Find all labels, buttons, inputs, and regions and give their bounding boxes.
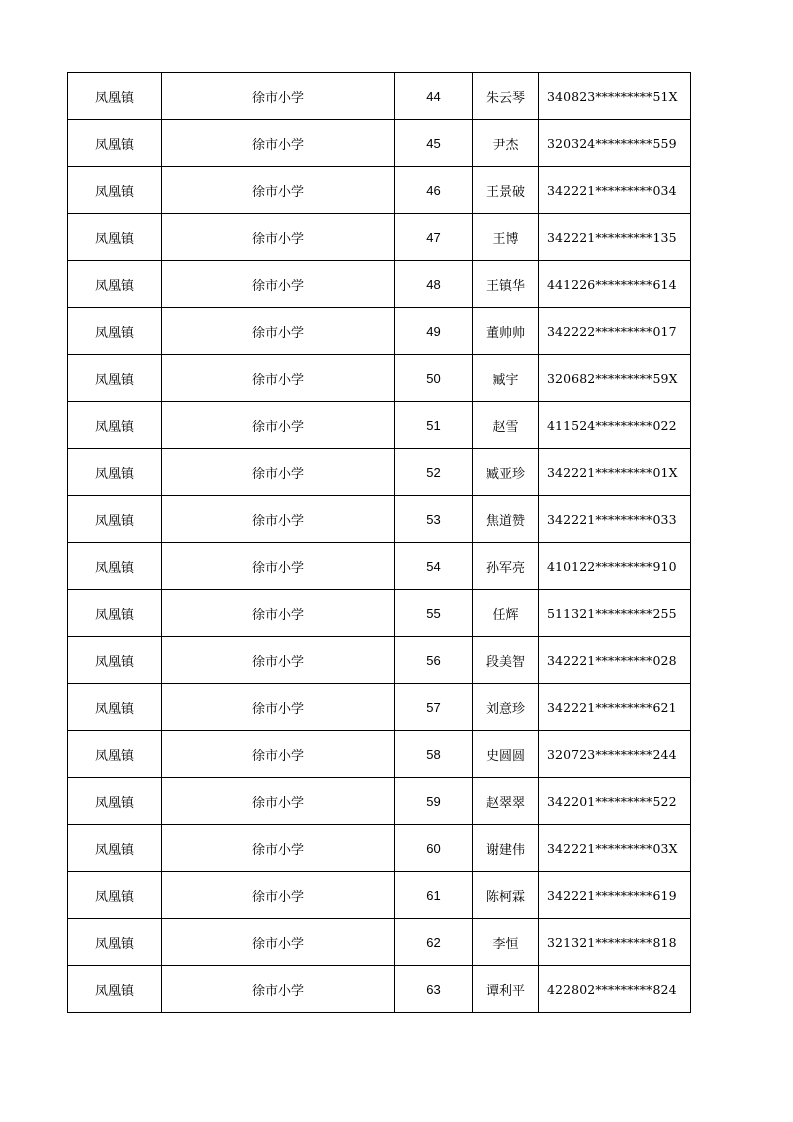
school-cell: 徐市小学 [162, 966, 395, 1013]
town-cell: 凤凰镇 [68, 684, 162, 731]
number-cell: 53 [395, 496, 473, 543]
name-cell: 任辉 [473, 590, 539, 637]
town-cell: 凤凰镇 [68, 919, 162, 966]
school-cell: 徐市小学 [162, 684, 395, 731]
name-cell: 朱云琴 [473, 73, 539, 120]
school-cell: 徐市小学 [162, 590, 395, 637]
name-cell: 臧宇 [473, 355, 539, 402]
number-cell: 60 [395, 825, 473, 872]
id-number-cell: 342221*********619 [539, 872, 691, 919]
town-cell: 凤凰镇 [68, 543, 162, 590]
table-row [68, 167, 691, 214]
town-cell: 凤凰镇 [68, 355, 162, 402]
town-cell: 凤凰镇 [68, 167, 162, 214]
name-cell: 谭利平 [473, 966, 539, 1013]
id-number-cell: 320324*********559 [539, 120, 691, 167]
number-cell: 54 [395, 543, 473, 590]
table-row [68, 919, 691, 966]
id-number-cell: 342221*********03X [539, 825, 691, 872]
school-cell: 徐市小学 [162, 402, 395, 449]
name-cell: 赵翠翠 [473, 778, 539, 825]
table-row [68, 308, 691, 355]
id-number-cell: 511321*********255 [539, 590, 691, 637]
table-row [68, 825, 691, 872]
number-cell: 63 [395, 966, 473, 1013]
town-cell: 凤凰镇 [68, 872, 162, 919]
name-cell: 王景破 [473, 167, 539, 214]
number-cell: 44 [395, 73, 473, 120]
id-number-cell: 342221*********028 [539, 637, 691, 684]
school-cell: 徐市小学 [162, 214, 395, 261]
id-number-cell: 320723*********244 [539, 731, 691, 778]
number-cell: 45 [395, 120, 473, 167]
name-cell: 孙军亮 [473, 543, 539, 590]
number-cell: 62 [395, 919, 473, 966]
id-number-cell: 411524*********022 [539, 402, 691, 449]
id-number-cell: 342221*********01X [539, 449, 691, 496]
town-cell: 凤凰镇 [68, 731, 162, 778]
id-number-cell: 342221*********135 [539, 214, 691, 261]
number-cell: 57 [395, 684, 473, 731]
name-cell: 臧亚珍 [473, 449, 539, 496]
table-row [68, 73, 691, 120]
town-cell: 凤凰镇 [68, 120, 162, 167]
id-number-cell: 441226*********614 [539, 261, 691, 308]
town-cell: 凤凰镇 [68, 308, 162, 355]
table-row [68, 637, 691, 684]
school-cell: 徐市小学 [162, 308, 395, 355]
town-cell: 凤凰镇 [68, 402, 162, 449]
table-row [68, 355, 691, 402]
school-cell: 徐市小学 [162, 543, 395, 590]
id-number-cell: 422802*********824 [539, 966, 691, 1013]
number-cell: 50 [395, 355, 473, 402]
name-cell: 史圆圆 [473, 731, 539, 778]
id-number-cell: 342221*********034 [539, 167, 691, 214]
table-row [68, 496, 691, 543]
id-number-cell: 410122*********910 [539, 543, 691, 590]
name-cell: 刘意珍 [473, 684, 539, 731]
id-number-cell: 342222*********017 [539, 308, 691, 355]
number-cell: 55 [395, 590, 473, 637]
number-cell: 59 [395, 778, 473, 825]
number-cell: 51 [395, 402, 473, 449]
town-cell: 凤凰镇 [68, 637, 162, 684]
name-cell: 李恒 [473, 919, 539, 966]
school-cell: 徐市小学 [162, 449, 395, 496]
name-cell: 陈柯霖 [473, 872, 539, 919]
name-cell: 谢建伟 [473, 825, 539, 872]
school-cell: 徐市小学 [162, 261, 395, 308]
school-cell: 徐市小学 [162, 731, 395, 778]
roster-table-body [68, 73, 691, 1013]
school-cell: 徐市小学 [162, 167, 395, 214]
name-cell: 王博 [473, 214, 539, 261]
table-row [68, 261, 691, 308]
school-cell: 徐市小学 [162, 120, 395, 167]
number-cell: 49 [395, 308, 473, 355]
school-cell: 徐市小学 [162, 637, 395, 684]
table-row [68, 120, 691, 167]
number-cell: 48 [395, 261, 473, 308]
town-cell: 凤凰镇 [68, 496, 162, 543]
name-cell: 焦道赞 [473, 496, 539, 543]
school-cell: 徐市小学 [162, 825, 395, 872]
number-cell: 56 [395, 637, 473, 684]
name-cell: 赵雪 [473, 402, 539, 449]
id-number-cell: 321321*********818 [539, 919, 691, 966]
town-cell: 凤凰镇 [68, 261, 162, 308]
number-cell: 47 [395, 214, 473, 261]
town-cell: 凤凰镇 [68, 449, 162, 496]
school-cell: 徐市小学 [162, 778, 395, 825]
table-row [68, 731, 691, 778]
school-cell: 徐市小学 [162, 496, 395, 543]
school-cell: 徐市小学 [162, 355, 395, 402]
number-cell: 46 [395, 167, 473, 214]
table-row [68, 778, 691, 825]
id-number-cell: 342221*********621 [539, 684, 691, 731]
id-number-cell: 342201*********522 [539, 778, 691, 825]
table-row [68, 543, 691, 590]
town-cell: 凤凰镇 [68, 966, 162, 1013]
town-cell: 凤凰镇 [68, 214, 162, 261]
table-row [68, 402, 691, 449]
table-row [68, 590, 691, 637]
school-cell: 徐市小学 [162, 73, 395, 120]
table-row [68, 214, 691, 261]
id-number-cell: 342221*********033 [539, 496, 691, 543]
town-cell: 凤凰镇 [68, 73, 162, 120]
table-row [68, 966, 691, 1013]
name-cell: 王镇华 [473, 261, 539, 308]
table-row [68, 684, 691, 731]
table-row [68, 872, 691, 919]
table-row [68, 449, 691, 496]
school-cell: 徐市小学 [162, 872, 395, 919]
id-number-cell: 320682*********59X [539, 355, 691, 402]
name-cell: 尹杰 [473, 120, 539, 167]
school-cell: 徐市小学 [162, 919, 395, 966]
town-cell: 凤凰镇 [68, 825, 162, 872]
roster-table [67, 72, 691, 1013]
number-cell: 52 [395, 449, 473, 496]
number-cell: 61 [395, 872, 473, 919]
id-number-cell: 340823*********51X [539, 73, 691, 120]
town-cell: 凤凰镇 [68, 590, 162, 637]
town-cell: 凤凰镇 [68, 778, 162, 825]
name-cell: 段美智 [473, 637, 539, 684]
name-cell: 董帅帅 [473, 308, 539, 355]
number-cell: 58 [395, 731, 473, 778]
